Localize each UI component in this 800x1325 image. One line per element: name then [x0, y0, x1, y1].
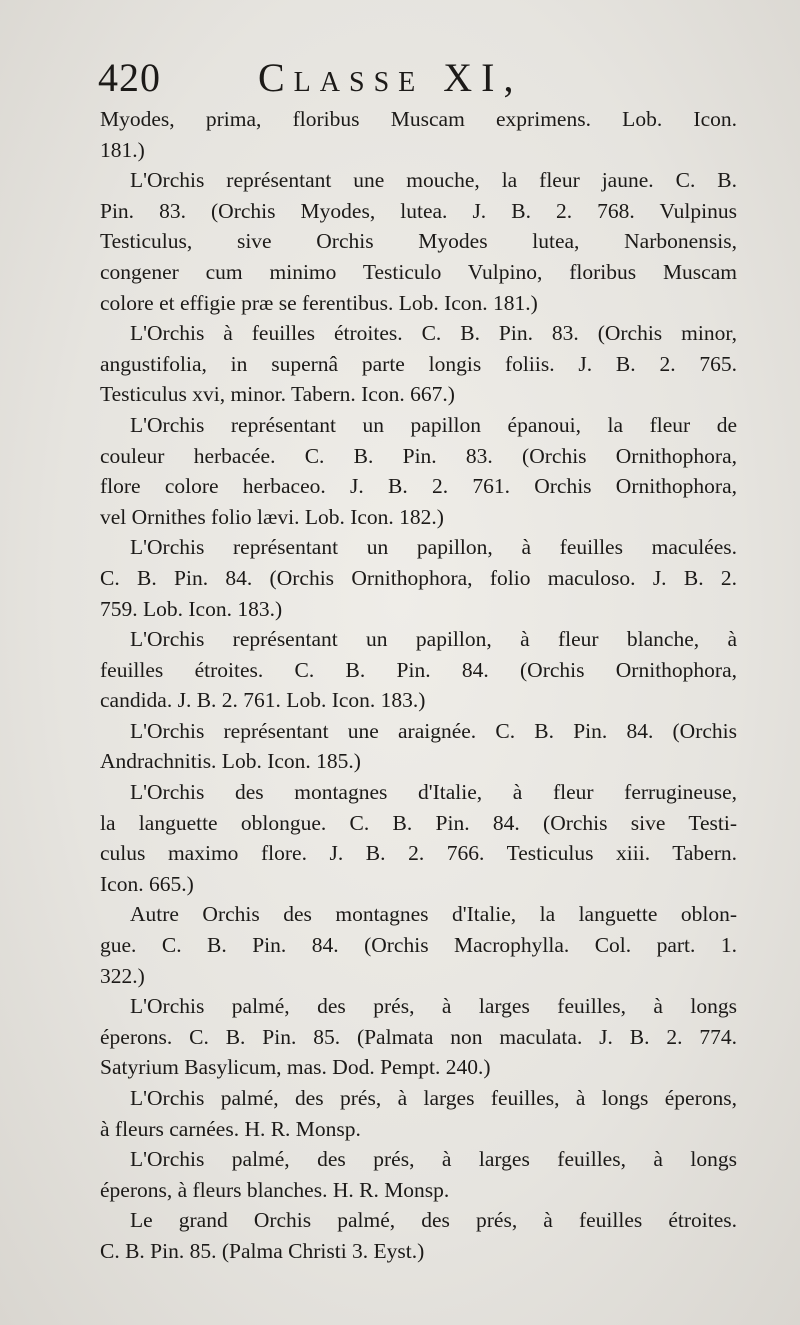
- text-line: Pin. 83. (Orchis Myodes, lutea. J. B. 2. 768. Vulpinus: [100, 198, 737, 223]
- text-line: Myodes, prima, floribus Muscam exprimens. Lob. Icon.: [100, 107, 737, 131]
- text-line: flore colore herbaceo. J. B. 2. 761. Orchis Ornithophora,: [100, 474, 737, 499]
- paragraph: [100, 1205, 737, 1266]
- text-line: L'Orchis représentant un papillon, à fleur blanche, à: [130, 627, 737, 652]
- running-title: Classe XI,: [258, 55, 523, 100]
- paragraph: [100, 1144, 737, 1205]
- paragraph: [100, 410, 737, 532]
- paragraph: [100, 318, 737, 410]
- text-line: vel Ornithes folio lævi. Lob. Icon. 182.): [100, 504, 444, 529]
- text-line: éperons, à fleurs blanches. H. R. Monsp.: [100, 1177, 450, 1202]
- paragraph: [100, 165, 737, 318]
- text-line: colore et effigie præ se ferentibus. Lob. Icon. 181.): [100, 290, 538, 315]
- text-line: Le grand Orchis palmé, des prés, à feuilles étroites.: [130, 1208, 737, 1233]
- page-body: [100, 104, 737, 1267]
- text-line: L'Orchis représentant un papillon, à feuilles maculées.: [130, 535, 737, 560]
- text-line: 759. Lob. Icon. 183.): [100, 596, 283, 621]
- paragraph: [100, 104, 737, 165]
- paragraph: [100, 991, 737, 1083]
- text-line: Satyrium Basylicum, mas. Dod. Pempt. 240.): [100, 1055, 491, 1080]
- text-line: L'Orchis représentant une mouche, la fleur jaune. C. B.: [130, 168, 737, 193]
- text-line: C. B. Pin. 84. (Orchis Ornithophora, folio maculoso. J. B. 2.: [100, 565, 737, 590]
- text-line: éperons. C. B. Pin. 85. (Palmata non maculata. J. B. 2. 774.: [100, 1024, 737, 1049]
- page-number: 420: [98, 55, 161, 100]
- text-line: candida. J. B. 2. 761. Lob. Icon. 183.): [100, 688, 426, 713]
- text-line: Testiculus, sive Orchis Myodes lutea, Narbonensis,: [100, 229, 737, 254]
- text-line: L'Orchis des montagnes d'Italie, à fleur ferrugineuse,: [130, 780, 737, 805]
- paragraph: [100, 1083, 737, 1144]
- text-line: 322.): [100, 963, 145, 988]
- text-line: L'Orchis représentant un papillon épanoui, la fleur de: [130, 412, 737, 437]
- text-line: angustifolia, in supernâ parte longis foliis. J. B. 2. 765.: [100, 351, 737, 376]
- text-line: Autre Orchis des montagnes d'Italie, la languette oblon-: [130, 902, 737, 927]
- paragraph: [100, 532, 737, 624]
- text-line: 181.): [100, 137, 145, 162]
- text-line: C. B. Pin. 85. (Palma Christi 3. Eyst.): [100, 1238, 425, 1263]
- text-line: couleur herbacée. C. B. Pin. 83. (Orchis Ornithophora,: [100, 443, 737, 468]
- text-line: congener cum minimo Testiculo Vulpino, floribus Muscam: [100, 259, 737, 284]
- text-line: la languette oblongue. C. B. Pin. 84. (Orchis sive Testi-: [100, 810, 737, 835]
- text-line: Andrachnitis. Lob. Icon. 185.): [100, 749, 361, 774]
- paragraph: [100, 716, 737, 777]
- paragraph: [100, 899, 737, 991]
- text-line: Icon. 665.): [100, 871, 194, 896]
- text-line: L'Orchis représentant une araignée. C. B. Pin. 84. (Orchis: [130, 718, 737, 743]
- text-line: L'Orchis palmé, des prés, à larges feuilles, à longs: [130, 1147, 737, 1172]
- text-line: culus maximo flore. J. B. 2. 766. Testiculus xiii. Tabern.: [100, 841, 737, 866]
- text-line: Testiculus xvi, minor. Tabern. Icon. 667.): [100, 382, 455, 407]
- paragraph: [100, 777, 737, 899]
- text-line: L'Orchis palmé, des prés, à larges feuilles, à longs: [130, 994, 737, 1019]
- text-line: gue. C. B. Pin. 84. (Orchis Macrophylla. Col. part. 1.: [100, 933, 737, 958]
- text-line: à fleurs carnées. H. R. Monsp.: [100, 1116, 361, 1141]
- text-line: feuilles étroites. C. B. Pin. 84. (Orchis Ornithophora,: [100, 657, 737, 682]
- page-header: [98, 50, 738, 110]
- text-line: L'Orchis palmé, des prés, à larges feuilles, à longs éperons,: [130, 1086, 737, 1110]
- paragraph: [100, 624, 737, 716]
- text-line: L'Orchis à feuilles étroites. C. B. Pin. 83. (Orchis minor,: [130, 321, 737, 346]
